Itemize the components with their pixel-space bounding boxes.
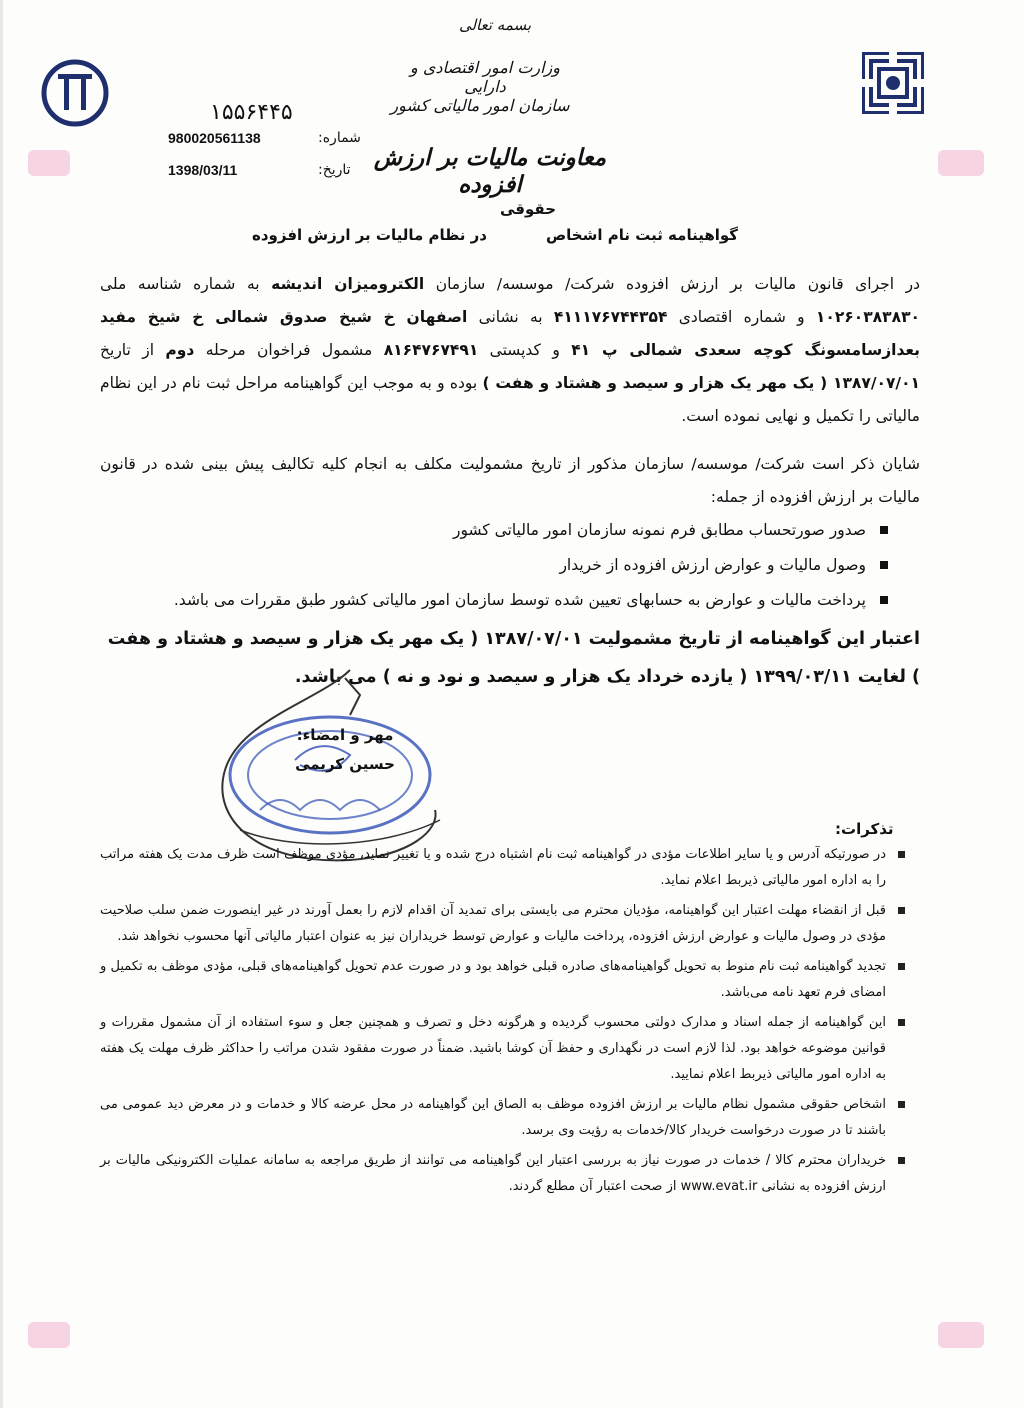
text-segment: به نشانی	[467, 308, 554, 326]
note-text: این گواهینامه از جمله اسناد و مدارک دولتی محسوب گردیده و هرگونه دخل و تصرف و همچنین جعل و سوء استفاده از آن مشمول مقررات و قوانین موضوعه خواهد بود. لذا لازم است در نگهداری و حفظ آن کوشا باشید. ضمناً در صورت مفقود شدن مراتب را حداکثر ظرف مهلت یک هفته به اداره امور مالیاتی ذیربط اعلام نمایید.	[100, 1015, 886, 1082]
bismillah-heading: بسمه تعالی	[458, 16, 532, 34]
bullet-icon	[898, 1019, 905, 1026]
registration-paragraph	[100, 268, 920, 433]
notes-list	[100, 842, 908, 1204]
signature-label: مهر و امضاء:	[296, 726, 394, 744]
call-stage: دوم	[165, 341, 195, 359]
note-text: قبل از انقضاء مهلت اعتبار این گواهینامه، مؤدیان محترم می بایستی برای تمدید آن اقدام لازم را بعمل آورند در غیر اینصورت ضمن سلب صلاحیت مؤدی در وصول مالیات و عوارض ارزش افزوده، پرداخت مالیات و عوارض توسط خریداران نیز به عنوان اعتبار مالیاتی آنها محسوب نخواهد شد.	[100, 903, 886, 944]
note-text: اشخاص حقوقی مشمول نظام مالیات بر ارزش افزوده موظف به الصاق این گواهینامه در محل عرضه کالا و خدمات و در معرض دید عمومی می باشند تا در صورت درخواست خریدار کالا/خدمات به رؤیت وی برسد.	[100, 1097, 886, 1138]
text-segment: در اجرای قانون مالیات بر ارزش افزوده شرکت/ موسسه/ سازمان	[424, 275, 920, 293]
bullet-icon	[898, 851, 905, 858]
note-item	[100, 1010, 908, 1088]
list-item-text: صدور صورتحساب مطابق فرم نمونه سازمان امور مالیاتی کشور	[452, 520, 866, 539]
text-segment: و کدپستی	[478, 341, 572, 359]
organization-logo-icon	[40, 58, 110, 128]
signatory-name: حسین کریمی	[295, 755, 395, 773]
ministry-name: وزارت امور اقتصادی و دارایی	[410, 58, 560, 96]
page-marker	[938, 150, 984, 176]
bullet-icon	[898, 1157, 905, 1164]
bullet-icon	[898, 1101, 905, 1108]
deputy-name: معاونت مالیات بر ارزش افزوده	[373, 144, 607, 198]
obligations-list	[160, 512, 888, 617]
number-value: 980020561138	[168, 130, 261, 146]
title-part1: گواهینامه ثبت نام اشخاص	[545, 226, 738, 244]
text-segment: بوده و به موجب این گواهینامه مراحل ثبت نام در این نظام مالیاتی را تکمیل و نهایی نموده است.	[100, 374, 920, 425]
list-item	[160, 512, 888, 547]
text-segment: و شماره اقتصادی	[667, 308, 816, 326]
note-item	[100, 954, 908, 1006]
date-label: تاریخ:	[318, 162, 351, 178]
text-segment: از تاریخ	[100, 341, 166, 359]
note-item	[100, 842, 908, 894]
list-item-text: وصول مالیات و عوارض ارزش افزوده از خریدار	[559, 555, 866, 574]
entity-type-handwritten: حقوقی	[500, 200, 557, 218]
national-id: ۱۰۲۶۰۳۸۳۸۳۰	[815, 308, 920, 326]
text-segment: به شماره شناسه ملی	[100, 275, 272, 293]
address: اصفهان خ شیخ صدوق شمالی خ شیخ مفید بعدازسامسونگ کوچه سعدی شمالی پ ۴۱	[100, 308, 920, 359]
validity-statement: اعتبار این گواهینامه از تاریخ مشمولیت ۱۳۸۷/۰۷/۰۱ ( یک مهر یک هزار و سیصد و هشتاد و هفت ) لغایت ۱۳۹۹/۰۳/۱۱ ( یازده خرداد یک هزار و سیصد و نود و نه ) می باشد.	[107, 629, 920, 687]
company-name: الکترومیزان اندیشه	[271, 275, 425, 293]
list-item	[160, 547, 888, 582]
page-marker	[28, 1322, 70, 1348]
bullet-icon	[880, 596, 888, 604]
organization-name: سازمان امور مالیاتی کشور	[390, 96, 570, 115]
bullet-icon	[898, 963, 905, 970]
page-edge	[0, 0, 3, 1408]
list-item	[160, 582, 888, 617]
text-segment: مشمول فراخوان مرحله	[194, 341, 384, 359]
list-item-text: پرداخت مالیات و عوارض به حسابهای تعیین شده توسط سازمان امور مالیاتی کشور طبق مقررات می باشد.	[173, 590, 866, 609]
note-item	[100, 898, 908, 950]
obligations-paragraph: شایان ذکر است شرکت/ موسسه/ سازمان مذکور از تاریخ مشمولیت مکلف به انجام کلیه تکالیف پیش بینی شده در قانون مالیات بر ارزش افزوده از جمله:	[100, 455, 920, 506]
page-marker	[28, 150, 70, 176]
economic-number: ۴۱۱۱۷۶۷۴۴۳۵۴	[553, 308, 668, 326]
note-text: تجدید گواهینامه ثبت نام منوط به تحویل گواهینامه‌های صادره قبلی خواهد بود و در صورت عدم تحویل گواهینامه‌های قبلی، مؤدی موظف به تکمیل و امضای فرم تعهد نامه می‌باشد.	[100, 959, 886, 1000]
certificate-title	[252, 226, 738, 244]
bullet-icon	[898, 907, 905, 914]
page-marker	[938, 1322, 984, 1348]
bullet-icon	[880, 561, 888, 569]
note-item	[100, 1092, 908, 1144]
date-value: 1398/03/11	[168, 162, 238, 178]
number-label: شماره:	[318, 130, 361, 146]
postal-code: ۸۱۶۴۷۶۷۴۹۱	[383, 341, 479, 359]
start-date: ۱۳۸۷/۰۷/۰۱ ( یک مهر یک هزار و سیصد و هشتاد و هفت )	[482, 374, 920, 392]
handwritten-number: ۱۵۵۶۴۴۵	[210, 100, 293, 125]
title-part2: در نظام مالیات بر ارزش افزوده	[252, 226, 487, 244]
note-text: در صورتیکه آدرس و یا سایر اطلاعات مؤدی در گواهینامه ثبت نام اشتباه درج شده و یا تغییر نماید، مؤدی موظف است ظرف مدت یک هفته مراتب را به اداره امور مالیاتی ذیربط اعلام نماید.	[100, 847, 886, 888]
note-item	[100, 1148, 908, 1200]
notes-title: تذکرات:	[835, 820, 894, 838]
note-text: خریداران محترم کالا / خدمات در صورت نیاز به بررسی اعتبار این گواهینامه می توانند از طریق مراجعه به سامانه عملیات الکترونیکی مالیات بر ارزش افزوده به نشانی www.evat.ir از صحت اعتبار آن مطلع گردند.	[100, 1153, 886, 1194]
tax-emblem-icon	[862, 52, 924, 114]
bullet-icon	[880, 526, 888, 534]
